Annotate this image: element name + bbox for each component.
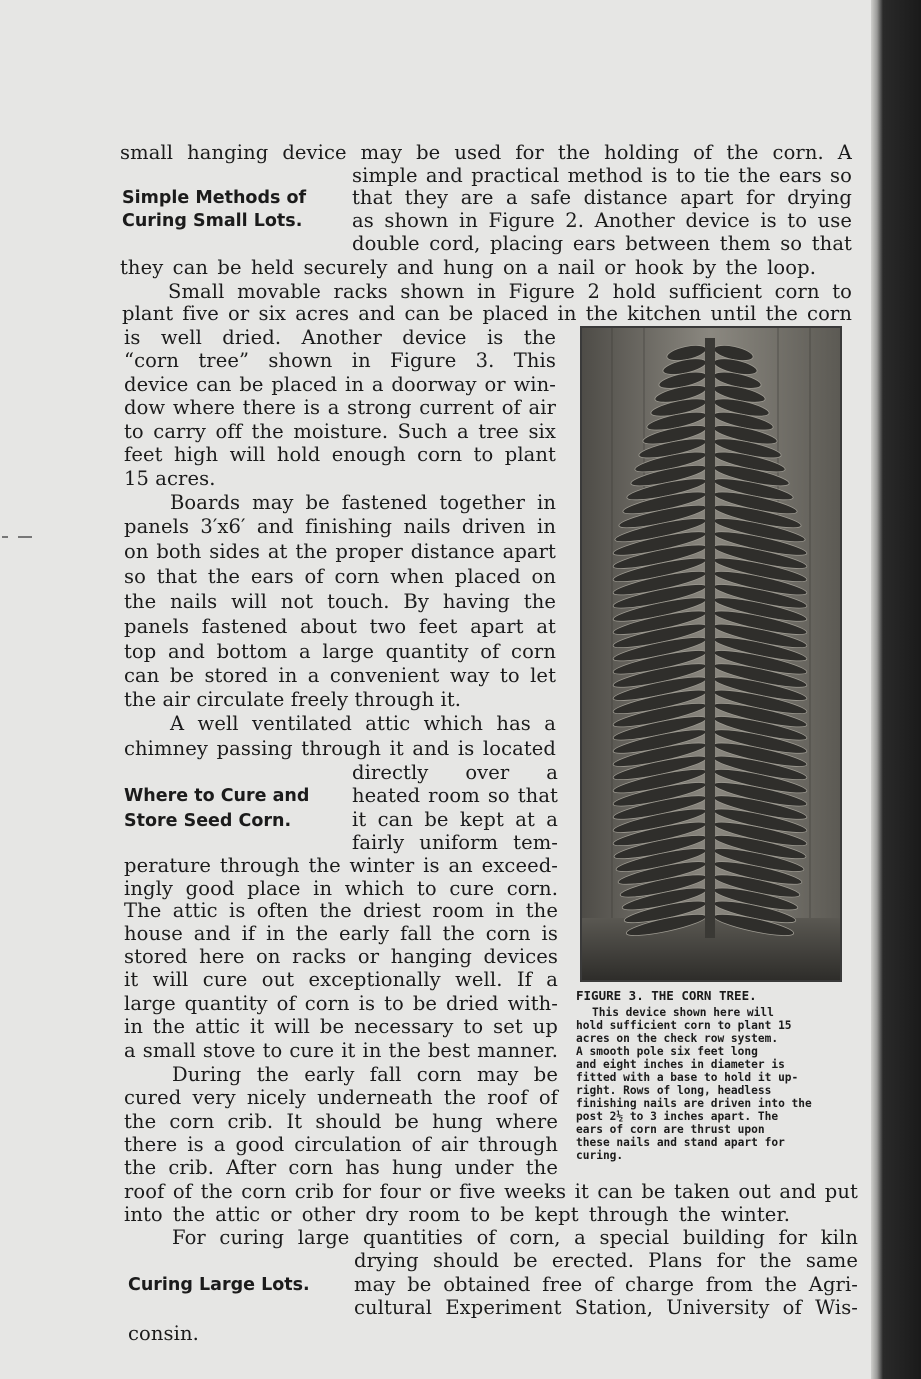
caption-line: these nails and stand apart for (576, 1136, 785, 1149)
body-line: cured very nicely underneath the roof of (124, 1086, 558, 1109)
caption-line: fitted with a base to hold it up- (576, 1071, 799, 1084)
body-line: stored here on racks or hanging devices (124, 945, 558, 968)
body-line: “corn tree” shown in Figure 3. This (124, 349, 556, 372)
body-line: in the attic it will be necessary to set up (124, 1015, 558, 1038)
body-line: the crib. After corn has hung under the (124, 1156, 558, 1179)
corn-tree-icon (582, 328, 840, 980)
body-line: Boards may be fastened together in (170, 491, 556, 514)
heading-simple-methods-2: Curing Small Lots. (122, 211, 303, 231)
caption-line: This device shown here will (592, 1006, 774, 1019)
body-line: that they are a safe distance apart for drying (352, 186, 852, 209)
body-line: into the attic or other dry room to be kept through the winter. (124, 1203, 790, 1226)
body-line: is well dried. Another device is the (124, 326, 556, 349)
heading-curing-large-lots: Curing Large Lots. (128, 1275, 310, 1295)
caption-line: finishing nails are driven into the (576, 1097, 812, 1110)
body-line: consin. (128, 1322, 199, 1345)
body-line: panels 3′x6′ and finishing nails driven in (124, 515, 556, 538)
caption-line: post 2½ to 3 inches apart. The (576, 1110, 779, 1123)
body-line: double cord, placing ears between them so that (352, 232, 852, 255)
caption-line: and eight inches in diameter is (576, 1058, 785, 1071)
heading-where-to-cure: Where to Cure and (124, 786, 310, 806)
body-line: small hanging device may be used for the holding of the corn. A (120, 141, 852, 164)
caption-line: right. Rows of long, headless (576, 1084, 772, 1097)
body-line: the nails will not touch. By having the (124, 590, 556, 613)
body-line: Small movable racks shown in Figure 2 hold sufficient corn to (168, 280, 852, 303)
caption-line: hold sufficient corn to plant 15 (576, 1019, 792, 1032)
body-line: on both sides at the proper distance apart (124, 540, 556, 563)
body-line: simple and practical method is to tie the ears so (352, 164, 852, 187)
body-line: top and bottom a large quantity of corn (124, 640, 556, 663)
body-line: A well ventilated attic which has a (170, 712, 556, 735)
body-line: roof of the corn crib for four or five weeks it can be taken out and put (124, 1180, 858, 1203)
caption-line: A smooth pole six feet long (576, 1045, 758, 1058)
body-line: cultural Experiment Station, University of Wis- (354, 1296, 858, 1319)
body-line: For curing large quantities of corn, a special building for kiln (172, 1226, 858, 1249)
body-line: feet high will hold enough corn to plant (124, 443, 556, 466)
body-line: there is a good circulation of air through (124, 1133, 558, 1156)
body-line: as shown in Figure 2. Another device is to use (352, 209, 852, 232)
body-line: the air circulate freely through it. (124, 688, 462, 711)
body-line: chimney passing through it and is located (124, 737, 556, 760)
body-line: house and if in the early fall the corn is (124, 922, 558, 945)
body-line: fairly uniform tem- (352, 831, 558, 854)
heading-simple-methods: Simple Methods of (122, 188, 307, 208)
figure-title: FIGURE 3. THE CORN TREE. (576, 988, 757, 1003)
caption-line: acres on the check row system. (576, 1032, 779, 1045)
body-line: a small stove to cure it in the best manner. (124, 1039, 558, 1062)
body-line: can be stored in a convenient way to let (124, 664, 556, 687)
corn-tree-photo (580, 326, 842, 982)
body-line: the corn crib. It should be hung where (124, 1110, 558, 1133)
body-line: large quantity of corn is to be dried with- (124, 992, 558, 1015)
body-line: dow where there is a strong current of air (124, 396, 556, 419)
body-line: drying should be erected. Plans for the same (354, 1249, 858, 1272)
body-line: directly over a (352, 761, 558, 784)
page-edge-shadow (871, 0, 921, 1379)
body-line: they can be held securely and hung on a nail or hook by the loop. (120, 256, 816, 279)
body-line: During the early fall corn may be (172, 1063, 558, 1086)
body-line: 15 acres. (124, 467, 216, 490)
caption-line: curing. (576, 1149, 624, 1162)
body-line: it will cure out exceptionally well. If a (124, 968, 558, 991)
body-line: device can be placed in a doorway or win- (124, 373, 556, 396)
body-line: may be obtained free of charge from the Agri- (354, 1273, 858, 1296)
body-line: so that the ears of corn when placed on (124, 565, 556, 588)
body-line: panels fastened about two feet apart at (124, 615, 556, 638)
body-line: plant five or six acres and can be placed in the kitchen until the corn (122, 302, 852, 325)
margin-dash-mark (0, 530, 36, 544)
body-line: to carry off the moisture. Such a tree six (124, 420, 556, 443)
heading-store-seed-corn: Store Seed Corn. (124, 811, 292, 831)
caption-line: ears of corn are thrust upon (576, 1123, 765, 1136)
body-line: The attic is often the driest room in the (124, 899, 558, 922)
body-line: ingly good place in which to cure corn. (124, 877, 558, 900)
body-line: perature through the winter is an exceed- (124, 854, 558, 877)
body-line: heated room so that (352, 784, 558, 807)
body-line: it can be kept at a (352, 808, 558, 831)
